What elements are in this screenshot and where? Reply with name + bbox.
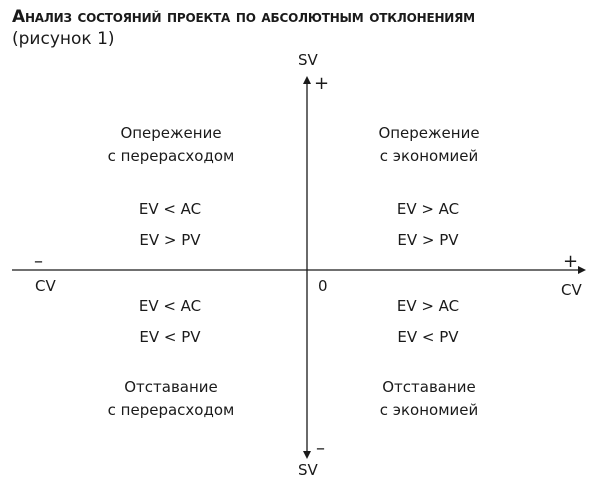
quadrant-top-left-cond1: EV < AC: [138, 200, 202, 218]
x-axis-plus-sign: +: [563, 251, 579, 272]
page-title: Анализ состояний проекта по абсолютным отклонениям: [12, 7, 475, 27]
quadrant-bottom-left-cond1: EV < AC: [138, 297, 202, 315]
quadrant-top-right-name-line2: с экономией: [379, 147, 479, 165]
y-axis-minus-sign: –: [316, 438, 325, 459]
quadrant-bottom-right-cond2: EV < PV: [397, 328, 459, 346]
quadrant-bottom-right-cond1: EV > AC: [396, 297, 460, 315]
quadrant-top-left-cond2: EV > PV: [139, 231, 201, 249]
quadrant-bottom-right-name-line2: с экономией: [379, 401, 479, 419]
x-axis-left-label: CV: [35, 277, 56, 295]
quadrant-bottom-right-name-line1: Отставание: [382, 378, 476, 396]
quadrant-top-right-cond1: EV > AC: [396, 200, 460, 218]
y-axis-plus-sign: +: [314, 73, 330, 94]
x-axis-minus-sign: –: [34, 251, 43, 272]
quadrant-top-left-name-line1: Опережение: [120, 124, 222, 142]
quadrant-top-left-name-line2: с перерасходом: [107, 147, 235, 165]
y-axis-bottom-label: SV: [298, 461, 318, 479]
x-axis-right-label: CV: [561, 281, 582, 299]
y-axis-top-label: SV: [298, 51, 318, 69]
quadrant-bottom-left-cond2: EV < PV: [139, 328, 201, 346]
quadrant-bottom-left-name-line2: с перерасходом: [107, 401, 235, 419]
quadrant-top-right-name-line1: Опережение: [378, 124, 480, 142]
page-subtitle: (рисунок 1): [12, 29, 115, 49]
quadrant-bottom-left-name-line1: Отставание: [124, 378, 218, 396]
quadrant-top-right-cond2: EV > PV: [397, 231, 459, 249]
origin-label: 0: [318, 277, 328, 295]
